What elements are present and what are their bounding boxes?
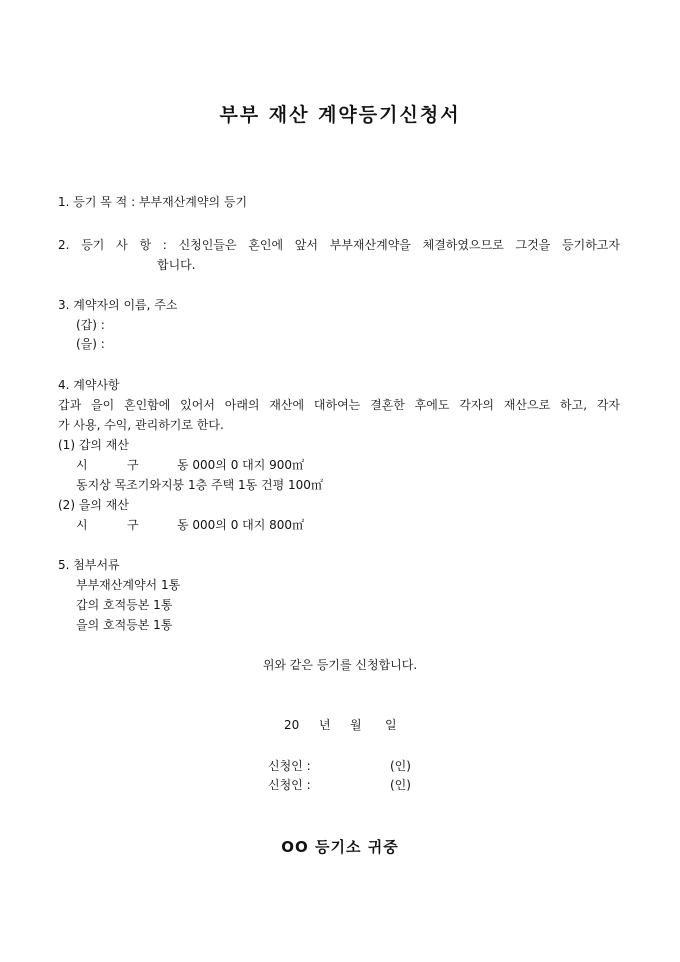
section-3-heading: 3. 계약자의 이름, 주소 [58, 298, 178, 312]
property-b-address: 동 000의 0 대지 800㎡ [177, 518, 305, 532]
attachment-item: 을의 호적등본 1통 [76, 618, 173, 632]
registry-office-addressee: OO 등기소 귀중 [281, 838, 399, 856]
section-4-body-line-2: 가 사용, 수익, 관리하기로 한다. [58, 418, 224, 432]
section-2-matters: 2. 등기 사 항 : 신청인들은 혼인에 앞서 부부재산계약을 체결하였으므로 그것을 등기하고자 [58, 238, 620, 252]
request-statement: 위와 같은 등기를 신청합니다. [262, 658, 418, 672]
property-b-gu: 구 [127, 518, 139, 532]
date-day-label: 일 [385, 718, 397, 732]
applicant-seal: (인) [390, 759, 411, 773]
property-a-address: 동 000의 0 대지 900㎡ [177, 458, 305, 472]
attachment-item: 부부재산계약서 1통 [76, 578, 181, 592]
property-a-si: 시 [76, 458, 88, 472]
applicant-label: 신청인 : [268, 759, 311, 773]
party-b-label: (을) : [76, 337, 105, 351]
property-a-label: (1) 갑의 재산 [58, 438, 129, 452]
applicant-label: 신청인 : [268, 778, 311, 792]
section-5-heading: 5. 첨부서류 [58, 558, 120, 572]
property-a-gu: 구 [127, 458, 139, 472]
section-2-matters-continued: 합니다. [157, 258, 196, 272]
section-4-heading: 4. 계약사항 [58, 378, 120, 392]
attachment-item: 갑의 호적등본 1통 [76, 598, 173, 612]
document-title: 부부 재산 계약등기신청서 [219, 104, 461, 126]
section-1-purpose: 1. 등기 목 적 : 부부재산계약의 등기 [58, 195, 248, 209]
applicant-seal: (인) [390, 778, 411, 792]
property-b-si: 시 [76, 518, 88, 532]
property-a-building: 동지상 목조기와지붕 1층 주택 1동 건평 100㎡ [76, 478, 323, 492]
party-a-label: (갑) : [76, 318, 105, 332]
date-month-label: 월 [350, 718, 362, 732]
date-year-label: 년 [319, 718, 331, 732]
date-year: 20 [284, 718, 300, 732]
section-4-body-line-1: 갑과 을이 혼인함에 있어서 아래의 재산에 대하여는 결혼한 후에도 각자의 재산으로 하고, 각자 [58, 398, 620, 412]
property-b-label: (2) 을의 재산 [58, 498, 129, 512]
